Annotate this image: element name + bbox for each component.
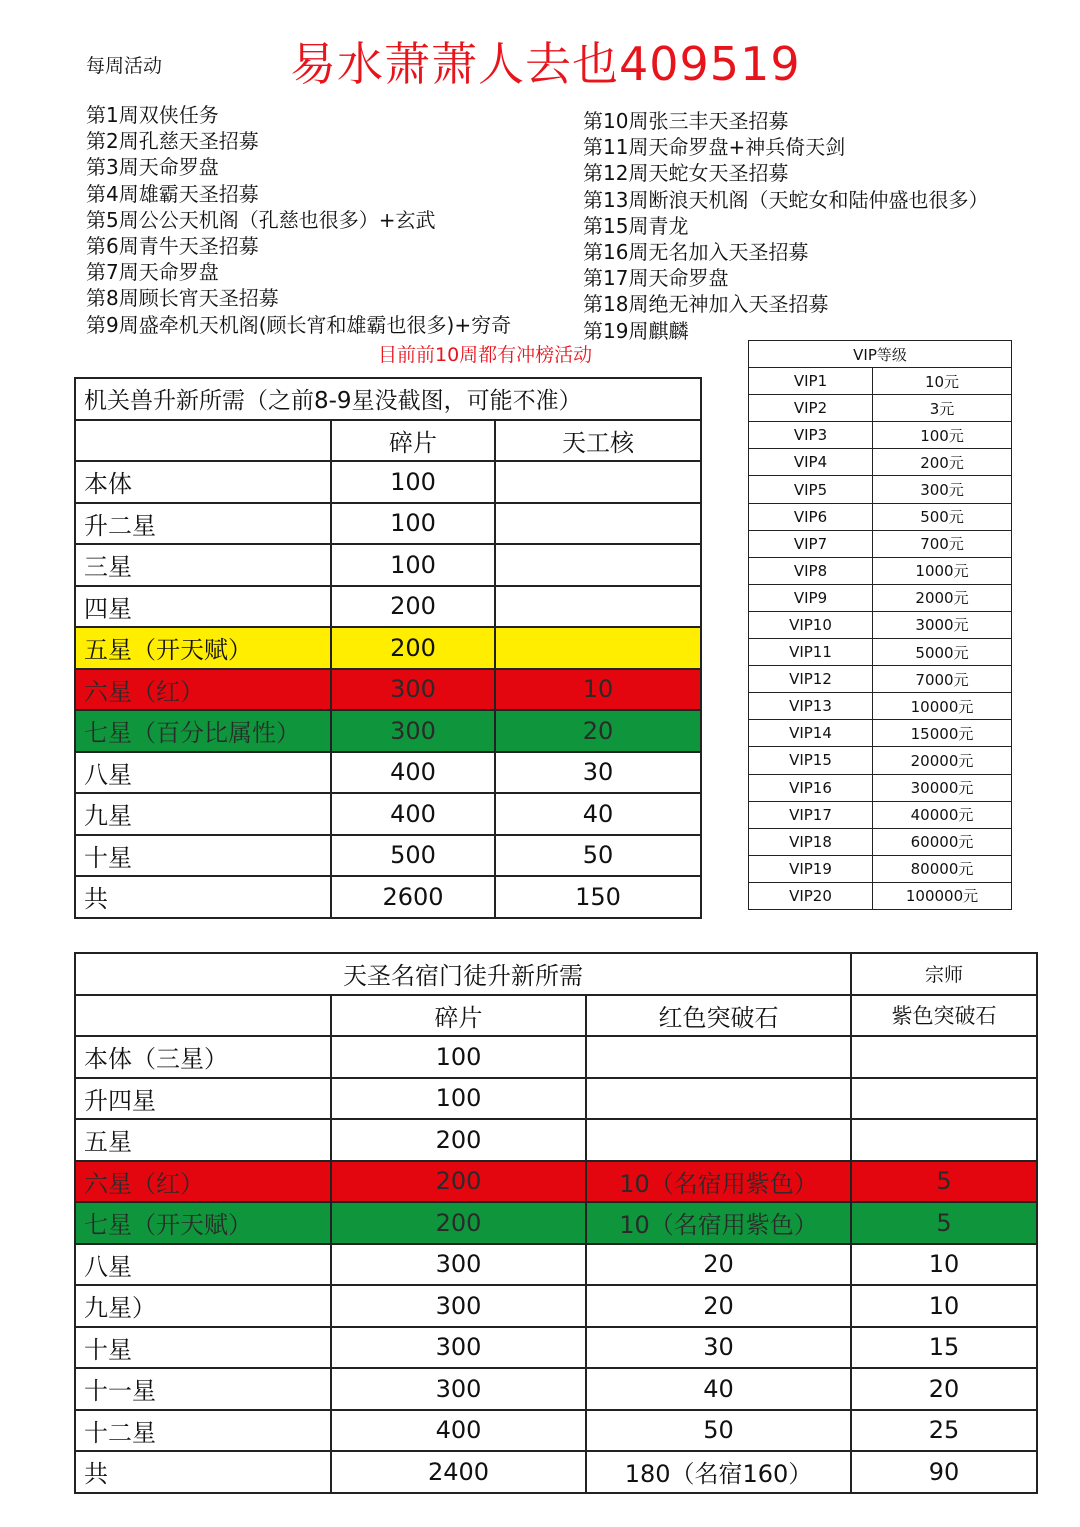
core-cell xyxy=(495,586,701,628)
row-label: 升四星 xyxy=(75,1078,331,1120)
week-item: 第12周天蛇女天圣招募 xyxy=(583,161,789,186)
vip-level: VIP3 xyxy=(749,422,873,449)
table-row xyxy=(75,1285,1037,1327)
vip-level: VIP14 xyxy=(749,720,873,747)
vip-level: VIP16 xyxy=(749,774,873,801)
grandmaster-label: 宗师 xyxy=(851,953,1037,995)
fragment-cell: 200 xyxy=(331,627,495,669)
row-label: 五星 xyxy=(75,1119,331,1161)
vip-level: VIP7 xyxy=(749,530,873,557)
red-stone-cell: 40 xyxy=(586,1368,851,1410)
fragment-cell: 100 xyxy=(331,1078,586,1120)
vip-level: VIP8 xyxy=(749,557,873,584)
vip-amount: 200元 xyxy=(873,449,1012,476)
week-item: 第3周天命罗盘 xyxy=(86,155,219,180)
header-cell xyxy=(75,420,331,462)
week-item: 第18周绝无神加入天圣招募 xyxy=(583,292,829,317)
red-stone-cell: 50 xyxy=(586,1410,851,1452)
row-label: 九星） xyxy=(75,1285,331,1327)
week-item: 第6周青牛天圣招募 xyxy=(86,234,259,259)
week-item: 第10周张三丰天圣招募 xyxy=(583,109,789,133)
table-row xyxy=(75,1036,1037,1078)
vip-amount: 10000元 xyxy=(873,693,1012,720)
fragment-cell: 300 xyxy=(331,1327,586,1369)
row-label: 七星（百分比属性） xyxy=(75,710,331,752)
fragment-cell: 200 xyxy=(331,1202,586,1244)
vip-amount: 500元 xyxy=(873,503,1012,530)
row-label: 八星 xyxy=(75,752,331,794)
purple-stone-cell: 10 xyxy=(851,1244,1037,1286)
table-row xyxy=(75,1410,1037,1452)
vip-amount: 40000元 xyxy=(873,801,1012,828)
fragment-cell: 200 xyxy=(331,1119,586,1161)
table-row xyxy=(75,876,701,918)
week-item: 第8周顾长宵天圣招募 xyxy=(86,286,279,311)
vip-level: VIP13 xyxy=(749,693,873,720)
mech-table-caption: 机关兽升新所需（之前8-9星没截图，可能不准） xyxy=(75,378,701,420)
table-row xyxy=(75,835,701,877)
row-label: 十星 xyxy=(75,835,331,877)
fragment-cell: 100 xyxy=(331,1036,586,1078)
vip-level: VIP18 xyxy=(749,828,873,855)
row-label: 八星 xyxy=(75,1244,331,1286)
header-cell xyxy=(75,995,331,1037)
red-stone-cell: 20 xyxy=(586,1244,851,1286)
page-title: 易水萧萧人去也409519 xyxy=(290,37,801,91)
fragment-cell: 100 xyxy=(331,461,495,503)
table-row xyxy=(75,1119,1037,1161)
vip-amount: 30000元 xyxy=(873,774,1012,801)
week-item: 第5周公公天机阁（孔慈也很多）+玄武 xyxy=(86,207,436,232)
vip-amount: 2000元 xyxy=(873,584,1012,611)
vip-amount: 10元 xyxy=(873,368,1012,395)
vip-level: VIP19 xyxy=(749,855,873,882)
core-cell: 30 xyxy=(495,752,701,794)
table-row xyxy=(75,752,701,794)
table-row xyxy=(75,1161,1037,1203)
week-item: 第2周孔慈天圣招募 xyxy=(86,129,259,154)
header-cell: 天工核 xyxy=(495,420,701,462)
table-row xyxy=(75,1451,1037,1493)
table-row xyxy=(749,828,1012,855)
header-cell: 紫色突破石 xyxy=(851,995,1037,1037)
table-row xyxy=(75,669,701,711)
fragment-cell: 300 xyxy=(331,1368,586,1410)
vip-level: VIP9 xyxy=(749,584,873,611)
vip-amount: 300元 xyxy=(873,476,1012,503)
red-stone-cell xyxy=(586,1119,851,1161)
table-row xyxy=(749,720,1012,747)
table-row xyxy=(749,503,1012,530)
red-stone-cell: 180（名宿160） xyxy=(586,1451,851,1493)
row-label: 三星 xyxy=(75,544,331,586)
week-item: 第13周断浪天机阁（天蛇女和陆仲盛也很多） xyxy=(583,187,989,212)
row-label: 共 xyxy=(75,876,331,918)
vip-amount: 60000元 xyxy=(873,828,1012,855)
vip-amount: 15000元 xyxy=(873,720,1012,747)
table-row xyxy=(75,1244,1037,1286)
row-label: 七星（开天赋） xyxy=(75,1202,331,1244)
table-row xyxy=(75,710,701,752)
row-label: 六星（红） xyxy=(75,1161,331,1203)
table-row xyxy=(749,693,1012,720)
row-label: 十星 xyxy=(75,1327,331,1369)
core-cell xyxy=(495,627,701,669)
core-cell: 20 xyxy=(495,710,701,752)
fragment-cell: 100 xyxy=(331,544,495,586)
red-stone-cell: 10（名宿用紫色） xyxy=(586,1202,851,1244)
purple-stone-cell: 20 xyxy=(851,1368,1037,1410)
week-item: 第17周天命罗盘 xyxy=(583,266,729,291)
row-label: 升二星 xyxy=(75,503,331,545)
table-row xyxy=(749,855,1012,882)
row-label: 四星 xyxy=(75,586,331,628)
vip-level: VIP12 xyxy=(749,666,873,693)
red-stone-cell: 20 xyxy=(586,1285,851,1327)
purple-stone-cell: 25 xyxy=(851,1410,1037,1452)
vip-amount: 1000元 xyxy=(873,557,1012,584)
core-cell: 50 xyxy=(495,835,701,877)
table-row xyxy=(749,774,1012,801)
table-row xyxy=(75,1327,1037,1369)
core-cell xyxy=(495,544,701,586)
week-item: 第1周双侠任务 xyxy=(86,103,219,127)
vip-level: VIP5 xyxy=(749,476,873,503)
purple-stone-cell: 5 xyxy=(851,1202,1037,1244)
header-cell: 红色突破石 xyxy=(586,995,851,1037)
table-row xyxy=(75,793,701,835)
core-cell: 10 xyxy=(495,669,701,711)
table-row xyxy=(749,449,1012,476)
row-label: 十二星 xyxy=(75,1410,331,1452)
row-label: 九星 xyxy=(75,793,331,835)
table-row xyxy=(749,422,1012,449)
fragment-cell: 300 xyxy=(331,710,495,752)
red-stone-cell: 10（名宿用紫色） xyxy=(586,1161,851,1203)
vip-amount: 5000元 xyxy=(873,639,1012,666)
row-label: 六星（红） xyxy=(75,669,331,711)
table-row xyxy=(749,584,1012,611)
core-cell: 150 xyxy=(495,876,701,918)
vip-level: VIP17 xyxy=(749,801,873,828)
vip-level: VIP15 xyxy=(749,747,873,774)
red-stone-cell: 30 xyxy=(586,1327,851,1369)
fragment-cell: 100 xyxy=(331,503,495,545)
vip-level: VIP4 xyxy=(749,449,873,476)
fragment-cell: 400 xyxy=(331,752,495,794)
row-label: 五星（开天赋） xyxy=(75,627,331,669)
table-row xyxy=(749,666,1012,693)
vip-level: VIP10 xyxy=(749,611,873,638)
week-list-right xyxy=(583,108,988,344)
purple-stone-cell: 5 xyxy=(851,1161,1037,1203)
vip-amount: 100000元 xyxy=(873,882,1012,909)
vip-level-table xyxy=(748,340,1012,910)
core-cell xyxy=(495,503,701,545)
table-row xyxy=(75,461,701,503)
row-label: 十一星 xyxy=(75,1368,331,1410)
header-cell: 碎片 xyxy=(331,420,495,462)
table-row xyxy=(749,611,1012,638)
week-item: 第11周天命罗盘+神兵倚天剑 xyxy=(583,135,846,160)
fragment-cell: 500 xyxy=(331,835,495,877)
disciple-table xyxy=(74,952,1038,1494)
fragment-cell: 200 xyxy=(331,586,495,628)
table-row xyxy=(749,801,1012,828)
table-row xyxy=(75,1202,1037,1244)
red-stone-cell xyxy=(586,1078,851,1120)
vip-amount: 3元 xyxy=(873,395,1012,422)
vip-amount: 3000元 xyxy=(873,611,1012,638)
week-item: 第7周天命罗盘 xyxy=(86,260,219,285)
fragment-cell: 400 xyxy=(331,793,495,835)
fragment-cell: 2600 xyxy=(331,876,495,918)
week-list-left xyxy=(86,102,511,338)
vip-level: VIP11 xyxy=(749,639,873,666)
fragment-cell: 2400 xyxy=(331,1451,586,1493)
week-item: 第15周青龙 xyxy=(583,213,689,238)
purple-stone-cell xyxy=(851,1036,1037,1078)
row-label: 本体 xyxy=(75,461,331,503)
table-row xyxy=(749,395,1012,422)
vip-amount: 20000元 xyxy=(873,747,1012,774)
vip-level: VIP2 xyxy=(749,395,873,422)
fragment-cell: 300 xyxy=(331,1285,586,1327)
vip-level: VIP6 xyxy=(749,503,873,530)
week-item: 第4周雄霸天圣招募 xyxy=(86,181,259,206)
table-row xyxy=(749,476,1012,503)
table-row xyxy=(749,530,1012,557)
fragment-cell: 400 xyxy=(331,1410,586,1452)
vip-amount: 7000元 xyxy=(873,666,1012,693)
disciple-table-caption: 天圣名宿门徒升新所需 xyxy=(75,953,851,995)
red-stone-cell xyxy=(586,1036,851,1078)
table-row xyxy=(749,882,1012,909)
header-cell: 碎片 xyxy=(331,995,586,1037)
table-row xyxy=(749,639,1012,666)
ranking-notice: 目前前10周都有冲榜活动 xyxy=(378,344,593,366)
core-cell xyxy=(495,461,701,503)
table-row xyxy=(75,1078,1037,1120)
vip-amount: 80000元 xyxy=(873,855,1012,882)
mech-beast-table xyxy=(74,377,702,919)
row-label: 本体（三星） xyxy=(75,1036,331,1078)
vip-amount: 700元 xyxy=(873,530,1012,557)
core-cell: 40 xyxy=(495,793,701,835)
table-row xyxy=(75,586,701,628)
purple-stone-cell xyxy=(851,1078,1037,1120)
fragment-cell: 300 xyxy=(331,669,495,711)
weekly-activity-label: 每周活动 xyxy=(86,55,163,77)
vip-amount: 100元 xyxy=(873,422,1012,449)
table-row xyxy=(75,1368,1037,1410)
purple-stone-cell: 15 xyxy=(851,1327,1037,1369)
week-item: 第19周麒麟 xyxy=(583,318,689,343)
week-item: 第9周盛牵机天机阁(顾长宵和雄霸也很多)+穷奇 xyxy=(86,312,512,337)
week-item: 第16周无名加入天圣招募 xyxy=(583,240,809,265)
vip-level: VIP20 xyxy=(749,882,873,909)
table-row xyxy=(75,627,701,669)
table-row xyxy=(75,544,701,586)
row-label: 共 xyxy=(75,1451,331,1493)
fragment-cell: 300 xyxy=(331,1244,586,1286)
table-row xyxy=(749,747,1012,774)
purple-stone-cell: 90 xyxy=(851,1451,1037,1493)
table-row xyxy=(75,503,701,545)
table-row xyxy=(749,368,1012,395)
table-row xyxy=(749,557,1012,584)
fragment-cell: 200 xyxy=(331,1161,586,1203)
vip-level: VIP1 xyxy=(749,368,873,395)
purple-stone-cell: 10 xyxy=(851,1285,1037,1327)
purple-stone-cell xyxy=(851,1119,1037,1161)
vip-table-caption: VIP等级 xyxy=(749,341,1012,368)
